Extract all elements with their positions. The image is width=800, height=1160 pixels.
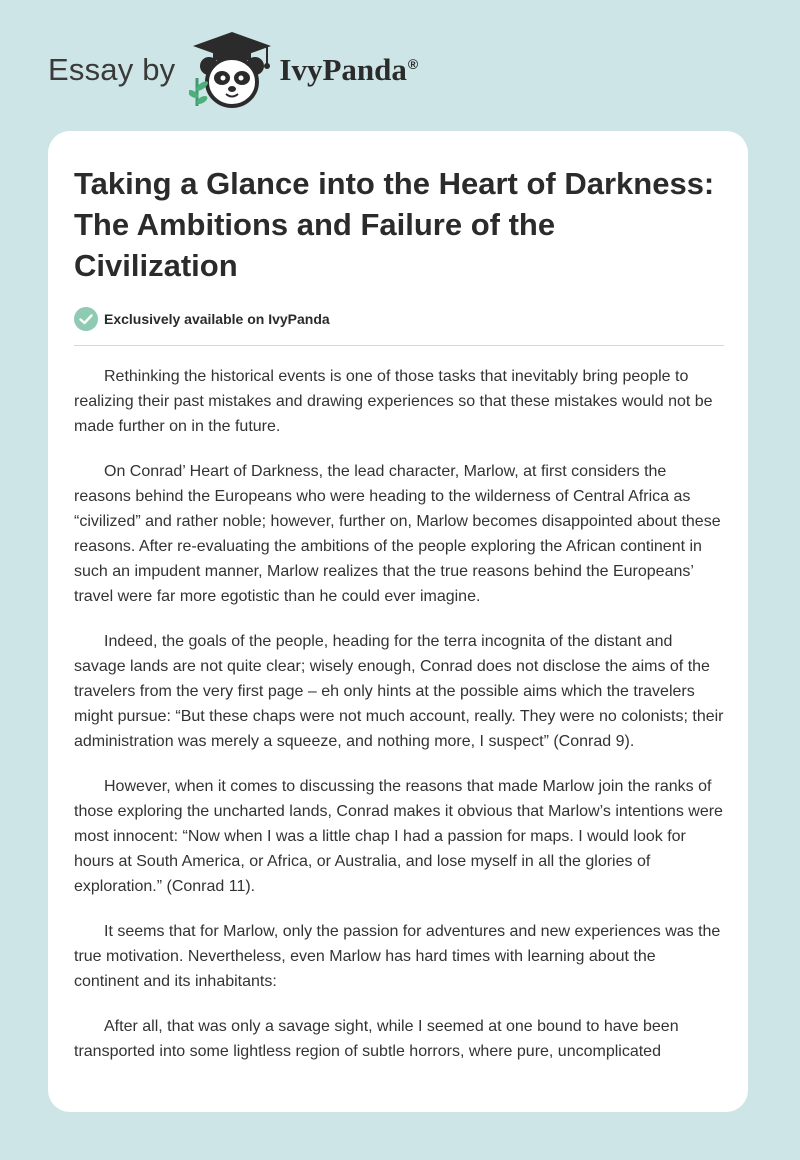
trademark-mark: ® (407, 55, 419, 72)
exclusive-badge (74, 307, 330, 331)
brand-name-text: IvyPanda (279, 52, 407, 87)
site-header (48, 30, 418, 110)
panda-graduate-icon[interactable] (189, 30, 275, 110)
paragraph: However, when it comes to discussing the reasons that made Marlow join the ranks of those exploring the uncharted lands, Conrad makes it obvious that Marlow’s intentions were most innocent: “Now when I was a little chap I had a passion for maps. I would look for hours at South America, or Africa, or Australia, and lose myself in all the glories of exploration.” (Conrad 11). (74, 778, 723, 895)
brand-name[interactable] (279, 52, 418, 88)
essay-body (74, 364, 724, 1084)
divider (74, 345, 724, 346)
paragraph: On Conrad’ Heart of Darkness, the lead character, Marlow, at first considers the reasons behind the Europeans who were heading to the wilderness of Central Africa as “civilized” and rather noble; however, further on, Marlow becomes disappointed about these reasons. After re-evaluating the ambitions of the people exploring the African continent in such an impudent manner, Marlow realizes that the true reasons behind the Europeans’ travel were far more egotistic than he could ever imagine. (74, 463, 721, 605)
check-circle-icon (74, 307, 98, 331)
paragraph: Rethinking the historical events is one of those tasks that inevitably bring people to realizing their past mistakes and drawing experiences so that these mistakes would not be made further on in the future. (74, 368, 713, 435)
exclusive-badge-text: Exclusively available on IvyPanda (104, 311, 330, 327)
essay-by-label: Essay by (48, 52, 176, 87)
essay-title: Taking a Glance into the Heart of Darkness: The Ambitions and Failure of the Civilization (74, 166, 715, 283)
essay-card (48, 131, 748, 1112)
paragraph: Indeed, the goals of the people, heading for the terra incognita of the distant and savage lands are not quite clear; wisely enough, Conrad does not disclose the aims of the travelers from the very first page – eh only hints at the possible aims which the travelers might pursue: “But these chaps were not much account, really. They were no colonists; their administration was merely a squeeze, and nothing more, I suspect” (Conrad 9). (74, 633, 724, 750)
paragraph: After all, that was only a savage sight, while I seemed at one bound to have been transported into some lightless region of subtle horrors, where pure, uncomplicated (74, 1018, 679, 1060)
paragraph: It seems that for Marlow, only the passion for adventures and new experiences was the true motivation. Nevertheless, even Marlow has hard times with learning about the continent and its inhabitants: (74, 923, 721, 990)
